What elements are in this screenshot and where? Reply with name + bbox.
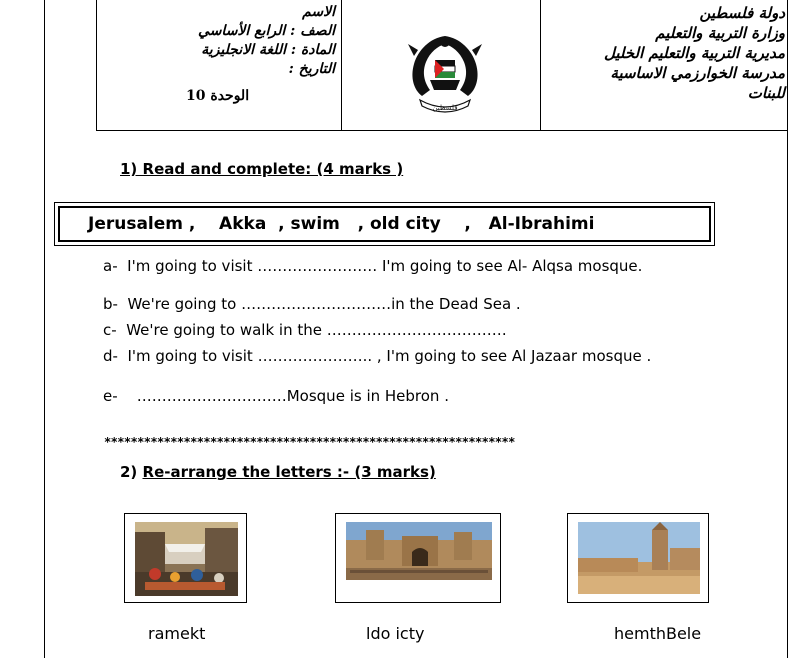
section2-number: 2) — [120, 463, 143, 481]
section2-title — [120, 463, 436, 481]
page-border-left — [44, 0, 45, 658]
grade-line: الصف : الرابع الأساسي — [198, 23, 335, 39]
exercise-letter: a- — [103, 257, 118, 275]
subject-line: المادة : اللغة الانجليزية — [201, 42, 335, 58]
exercise-text: I'm going to visit ………………….. , I'm going to see Al Jazaar mosque . — [117, 347, 652, 365]
bethlehem-church-photo — [567, 513, 709, 603]
date-line: التاريخ : — [288, 61, 335, 77]
word-bank: Jerusalem , Akka , swim , old city , Al-Ibrahimi — [58, 206, 711, 242]
exercise-b — [103, 295, 521, 313]
emblem-caption: فلسطين — [432, 104, 458, 112]
exercise-letter: c- — [103, 321, 117, 339]
market-scene-icon — [135, 522, 238, 596]
exercise-c — [103, 321, 507, 339]
star-divider: ************************************************************** — [104, 435, 515, 449]
header-student-info — [97, 0, 342, 131]
scrambled-word-2: ldo icty — [366, 624, 425, 643]
scrambled-word-3: hemthBele — [614, 624, 702, 643]
exercise-text: …………………………Mosque is in Hebron . — [117, 387, 449, 405]
unit-label: الوحدة 10 — [186, 88, 250, 104]
header-table — [96, 0, 788, 131]
section1-title — [120, 160, 403, 178]
ministry-line: وزارة التربية والتعليم — [655, 24, 785, 42]
student-info-lines — [198, 3, 335, 79]
school-line: مدرسة الخوارزمي الاساسية — [610, 64, 785, 82]
header-emblem-cell — [342, 0, 541, 131]
name-line: الاسم — [302, 4, 335, 20]
exercise-e — [103, 387, 449, 405]
exercise-letter: b- — [103, 295, 118, 313]
market-photo — [124, 513, 247, 603]
exercise-a — [103, 257, 642, 275]
exercise-letter: d- — [103, 347, 118, 365]
exercise-text: We're going to walk in the ……………………………… — [116, 321, 507, 339]
exercise-d — [103, 347, 651, 365]
exercise-letter: e- — [103, 387, 118, 405]
header-school-info — [541, 0, 789, 131]
old-city-gate-photo — [335, 513, 501, 603]
section2-title-text: Re-arrange the letters :- (3 marks) — [142, 463, 436, 481]
city-gate-scene-icon — [346, 522, 492, 580]
section1-title-text: 1) Read and complete: (4 marks ) — [120, 160, 404, 178]
church-scene-icon — [578, 522, 700, 594]
palestine-emblem-icon — [400, 30, 490, 116]
exercise-text: We're going to …………………………in the Dead Sea . — [117, 295, 521, 313]
scrambled-word-1: ramekt — [148, 624, 206, 643]
school-info-lines — [604, 3, 785, 103]
school-line-2: للبنات — [747, 84, 785, 102]
directorate-line: مديرية التربية والتعليم الخليل — [603, 44, 785, 62]
word-bank-box — [54, 202, 715, 246]
state-line: دولة فلسطين — [699, 4, 785, 22]
exercise-text: I'm going to visit …………………… I'm going to see Al- Alqsa mosque. — [117, 257, 643, 275]
